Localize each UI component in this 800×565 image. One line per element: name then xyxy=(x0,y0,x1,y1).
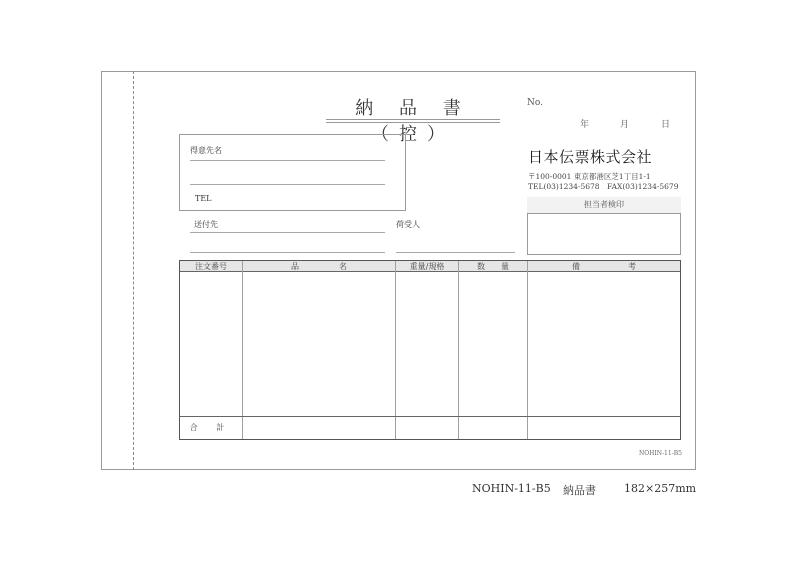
company-contact: TEL(03)1234-5678 FAX(03)1234-5679 xyxy=(528,182,679,191)
customer-name-label: 得意先名 xyxy=(190,146,222,155)
footer-form-code: NOHIN-11-B5 xyxy=(472,482,551,495)
column-divider xyxy=(458,261,459,439)
consignee-line[interactable] xyxy=(396,252,515,253)
ship-to-line[interactable] xyxy=(190,232,385,233)
form-title: 納 品 書（控） xyxy=(355,98,471,145)
items-table xyxy=(179,260,681,440)
column-divider xyxy=(527,261,528,439)
day-label: 日 xyxy=(661,120,671,130)
column-divider xyxy=(242,261,243,439)
ship-to-line-2[interactable] xyxy=(190,252,385,253)
column-order-number: 注文番号 xyxy=(195,262,227,271)
title-underline xyxy=(326,119,500,120)
perforation-line xyxy=(133,71,134,470)
column-remarks: 備 考 xyxy=(572,262,636,271)
company-address: 〒100-0001 東京都港区芝1丁目1-1 xyxy=(528,172,651,181)
tel-label: TEL xyxy=(195,194,212,203)
seal-header: 担当者検印 xyxy=(527,197,681,214)
column-weight-spec: 重量/規格 xyxy=(409,262,445,271)
ship-to-label: 送付先 xyxy=(194,220,218,229)
number-label: No. xyxy=(527,98,543,108)
total-label: 合 計 xyxy=(189,423,233,432)
footer-size: 182×257mm xyxy=(624,482,697,495)
customer-name-line-2[interactable] xyxy=(190,184,385,185)
month-label: 月 xyxy=(620,120,630,130)
consignee-label: 荷受人 xyxy=(396,220,420,229)
title-underline-double xyxy=(326,122,500,123)
column-item-name: 品 名 xyxy=(291,262,347,271)
customer-name-line[interactable] xyxy=(190,160,385,161)
company-name: 日本伝票株式会社 xyxy=(528,148,653,166)
year-label: 年 xyxy=(580,120,590,130)
column-quantity: 数 量 xyxy=(477,262,509,271)
footer-form-name: 納品書 xyxy=(563,484,596,497)
form-code-small: NOHIN-11-B5 xyxy=(639,450,682,457)
column-divider xyxy=(395,261,396,439)
total-row-divider xyxy=(180,416,680,417)
